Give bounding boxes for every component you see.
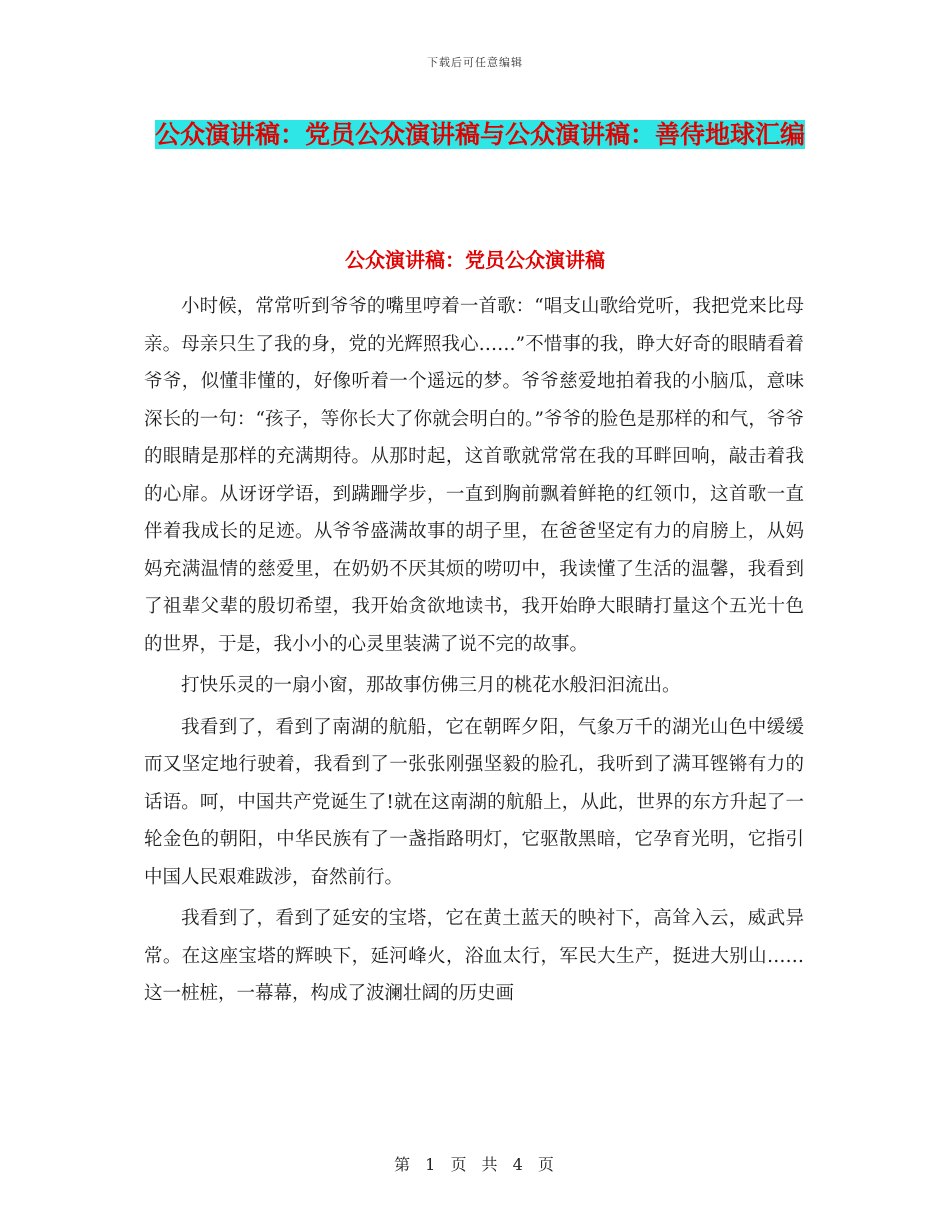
document-body [144,288,804,1017]
header-note: 下载后可任意编辑 [427,56,523,69]
paragraph-2: 打快乐灵的一扇小窗，那故事仿佛三月的桃花水般汩汩流出。 [181,675,681,696]
page-number: 第 1 页 共 4 页 [394,1155,556,1174]
document-title [140,110,820,160]
paragraph-1: 小时候，常常听到爷爷的嘴里哼着一首歌：“唱支山歌给党听，我把党来比母亲。母亲只生了我的身，党的光辉照我心……”不惜事的我，睁大好奇的眼睛看着爷爷，似懂非懂的，好像听着一个遥远的梦。爷爷慈爱地拍着我的小脑瓜，意味深长的一句：“孩子，等你长大了你就会明白的。”爷爷的脸色是那样的和气，爷爷的眼睛是那样的充满期待。从那时起，这首歌就常常在我的耳畔回响，敲击着我的心扉。从讶讶学语，到蹒跚学步，一直到胸前飘着鲜艳的红领巾，这首歌一直伴着我成长的足迹。从爷爷盛满故事的胡子里，在爸爸坚定有力的肩膀上，从妈妈充满温情的慈爱里，在奶奶不厌其烦的唠叨中，我读懂了生活的温馨，我看到了祖辈父辈的殷切希望，我开始贪欲地读书，我开始睁大眼睛打量这个五光十色的世界，于是，我小小的心灵里装满了说不完的故事。 [144,296,804,655]
paragraph-4: 我看到了，看到了延安的宝塔，它在黄土蓝天的映衬下，高耸入云，威武异常。在这座宝塔的辉映下，延河峰火，浴血太行，军民大生产，挺进大别山……这一桩桩，一幕幕，构成了波澜壮阔的历史画 [144,908,804,1004]
paragraph-3: 我看到了，看到了南湖的航船，它在朝晖夕阳，气象万千的湖光山色中缓缓而又坚定地行驶着，我看到了一张张刚强坚毅的脸孔，我听到了满耳铿锵有力的话语。呵，中国共产党诞生了!就在这南湖的航船上，从此，世界的东方升起了一轮金色的朝阳，中华民族有了一盏指路明灯，它驱散黑暗，它孕育光明，它指引中国人民艰难跋涉，奋然前行。 [144,716,804,888]
document-title-text: 公众演讲稿：党员公众演讲稿与公众演讲稿：善待地球汇编 [154,120,805,149]
section-title: 公众演讲稿：党员公众演讲稿 [345,248,605,272]
